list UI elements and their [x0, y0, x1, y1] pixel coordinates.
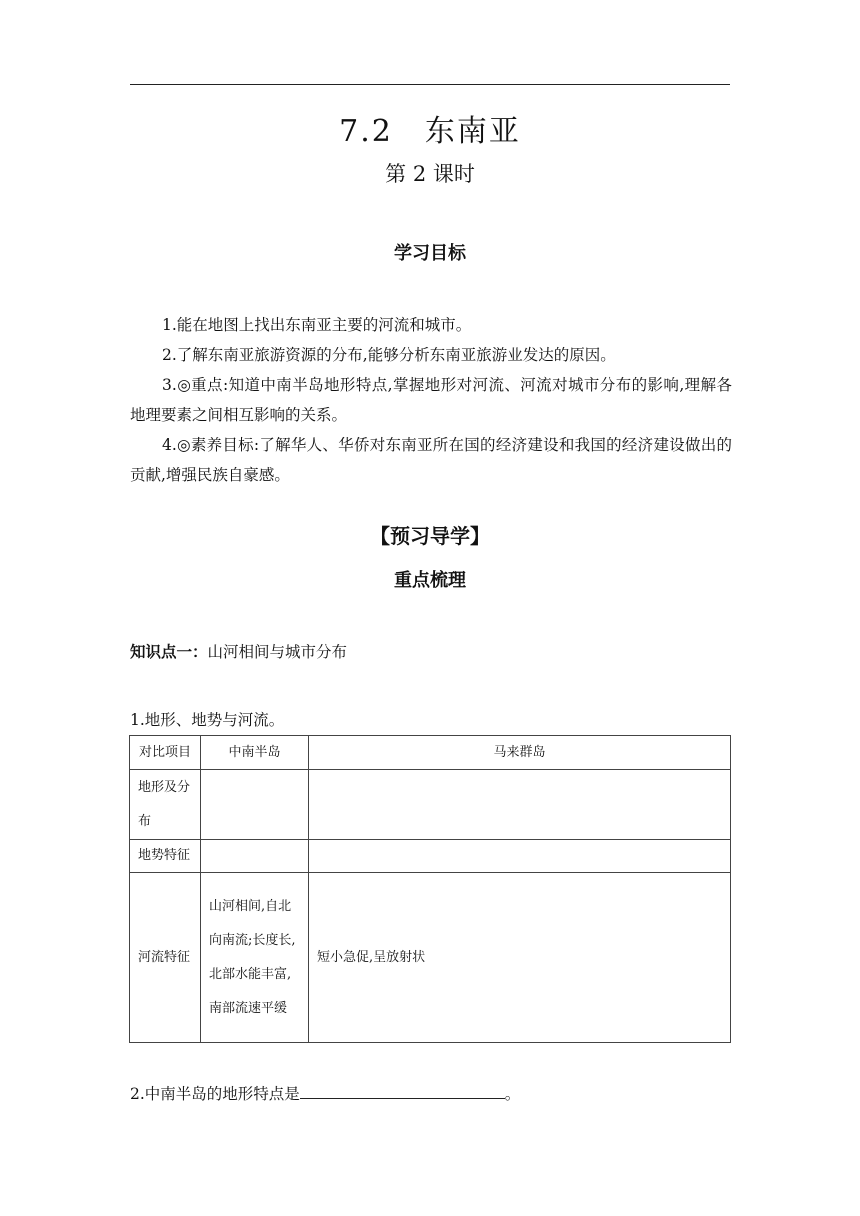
table-row: [130, 770, 731, 840]
knowledge-point-title: [130, 640, 347, 662]
question-2: [130, 1082, 520, 1104]
answer-cell[interactable]: [201, 840, 309, 873]
table-row: [130, 873, 731, 1043]
row-label: 河流特征: [130, 873, 201, 1043]
comparison-table: [129, 735, 731, 1043]
objectives-list: [130, 310, 732, 490]
answer-cell[interactable]: [309, 840, 731, 873]
question-1: 1.地形、地势与河流。: [130, 711, 285, 729]
preview-heading: 【预习导学】: [370, 524, 490, 548]
objective-item: 2.了解东南亚旅游资源的分布,能够分析东南亚旅游业发达的原因。: [162, 346, 616, 364]
row-label: 地形及分布: [130, 770, 201, 840]
objective-item: 3.◎重点:知道中南半岛地形特点,掌握地形对河流、河流对城市分布的影响,理解各地理要素之间相互影响的关系。: [130, 376, 732, 424]
key-points-heading: 重点梳理: [394, 570, 466, 591]
question-2-suffix: 。: [504, 1085, 521, 1103]
table-cell: 短小急促,呈放射状: [309, 873, 731, 1043]
knowledge-point-label: 知识点一：: [130, 643, 208, 661]
answer-cell[interactable]: [201, 770, 309, 840]
objective-item: 4.◎素养目标:了解华人、华侨对东南亚所在国的经济建设和我国的经济建设做出的贡献,增强民族自豪感。: [130, 436, 732, 484]
question-2-prefix: 2.中南半岛的地形特点是: [130, 1085, 300, 1103]
header-rule: [130, 84, 730, 85]
table-header-cell: 对比项目: [130, 736, 201, 770]
row-label: 地势特征: [130, 840, 201, 873]
objectives-heading: 学习目标: [394, 243, 466, 264]
lesson-subtitle: 第 2 课时: [385, 162, 475, 186]
knowledge-point-topic: 山河相间与城市分布: [207, 643, 348, 661]
table-header-cell: 中南半岛: [201, 736, 309, 770]
table-cell: 山河相间,自北向南流;长度长,北部水能丰富,南部流速平缓: [201, 873, 309, 1043]
table-header-row: [130, 736, 731, 770]
page-title: 7.2 东南亚: [339, 114, 521, 149]
answer-cell[interactable]: [309, 770, 731, 840]
objective-item: 1.能在地图上找出东南亚主要的河流和城市。: [162, 316, 472, 334]
table-header-cell: 马来群岛: [309, 736, 731, 770]
answer-blank[interactable]: [300, 1082, 505, 1099]
table-row: [130, 840, 731, 873]
